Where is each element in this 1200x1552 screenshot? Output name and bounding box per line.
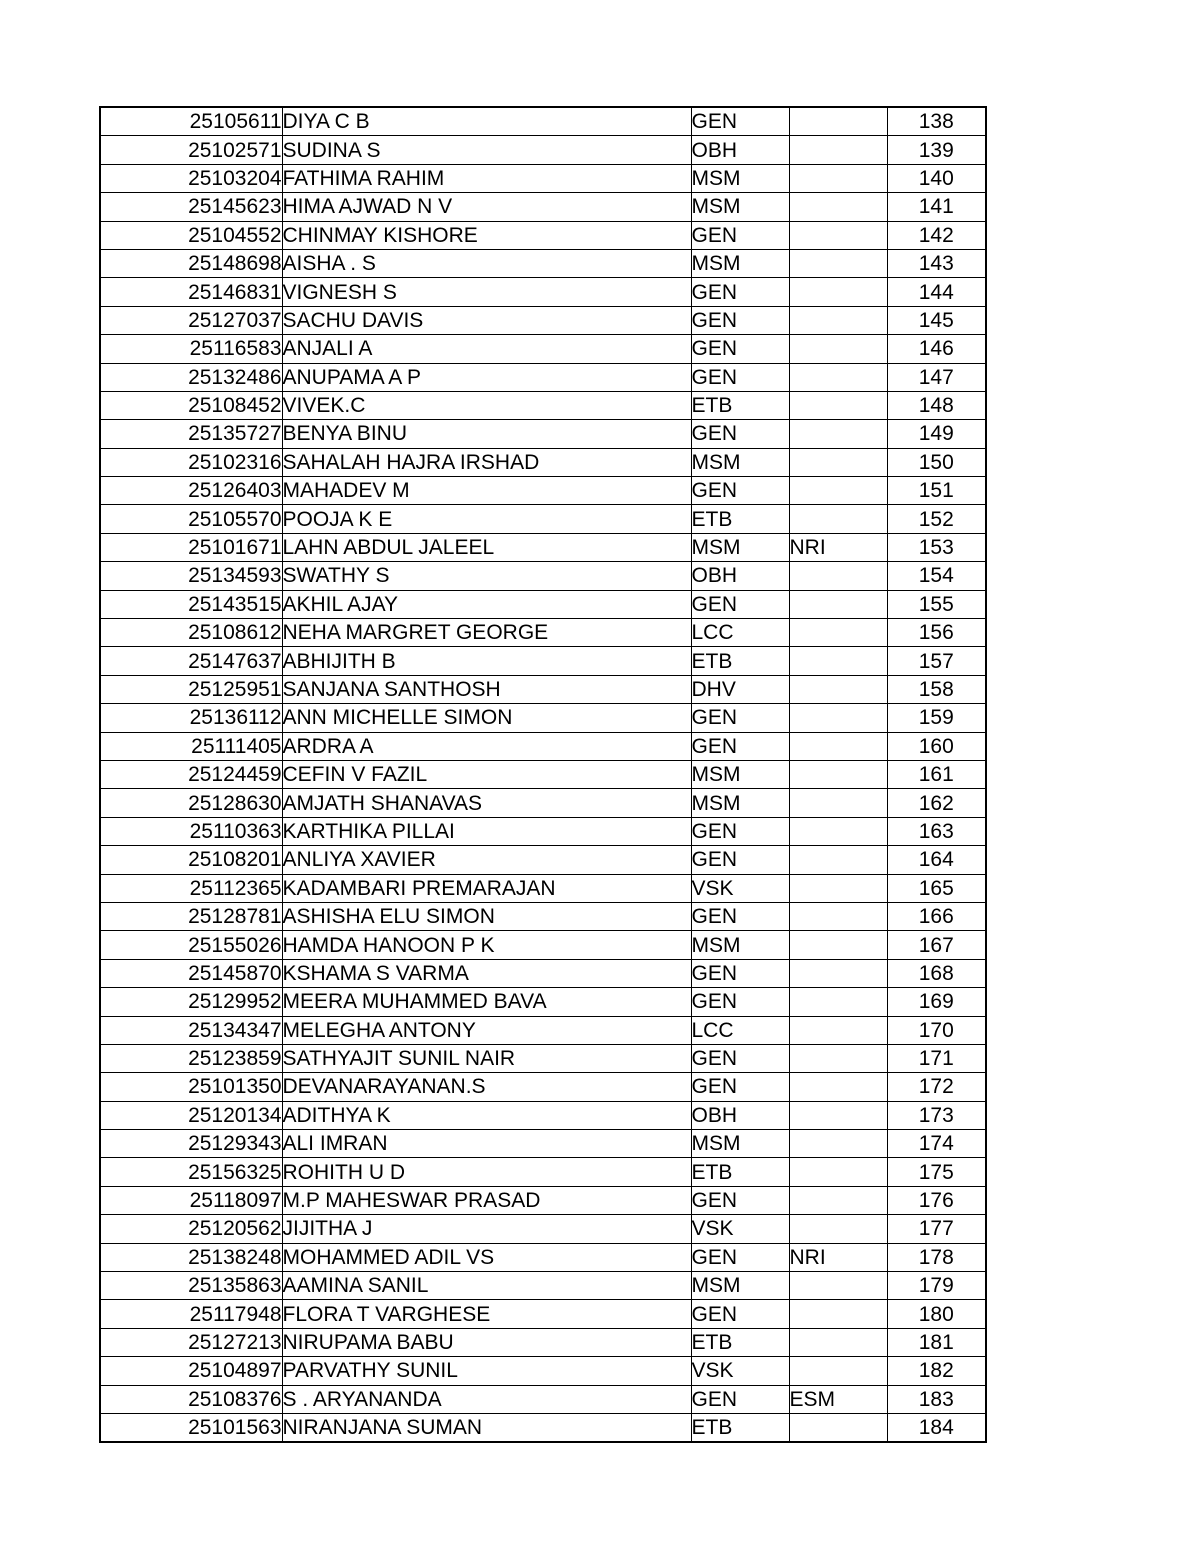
- candidate-name-cell: POOJA K E: [282, 505, 691, 533]
- rank-cell: 173: [887, 1101, 986, 1129]
- application-number-cell: 25146831: [100, 278, 282, 306]
- rank-cell: 163: [887, 817, 986, 845]
- candidate-name-cell: ANLIYA XAVIER: [282, 846, 691, 874]
- application-number-cell: 25123859: [100, 1044, 282, 1072]
- candidate-name-cell: CHINMAY KISHORE: [282, 221, 691, 249]
- rank-cell: 166: [887, 902, 986, 930]
- category-cell: LCC: [691, 1016, 789, 1044]
- category-cell: GEN: [691, 817, 789, 845]
- rank-cell: 184: [887, 1413, 986, 1442]
- rank-cell: 162: [887, 789, 986, 817]
- application-number-cell: 25108452: [100, 391, 282, 419]
- candidate-name-cell: HAMDA HANOON P K: [282, 931, 691, 959]
- category-cell: GEN: [691, 1300, 789, 1328]
- candidate-name-cell: DEVANARAYANAN.S: [282, 1073, 691, 1101]
- candidate-name-cell: ROHITH U D: [282, 1158, 691, 1186]
- category-cell: GEN: [691, 278, 789, 306]
- candidate-name-cell: ASHISHA ELU SIMON: [282, 902, 691, 930]
- table-row: [100, 732, 986, 760]
- table-row: [100, 1243, 986, 1271]
- quota-cell: [789, 278, 887, 306]
- table-row: [100, 306, 986, 334]
- candidate-name-cell: ANUPAMA A P: [282, 363, 691, 391]
- rank-cell: 144: [887, 278, 986, 306]
- rank-cell: 160: [887, 732, 986, 760]
- application-number-cell: 25108376: [100, 1385, 282, 1413]
- table-row: [100, 846, 986, 874]
- quota-cell: [789, 1272, 887, 1300]
- rank-cell: 142: [887, 221, 986, 249]
- category-cell: GEN: [691, 1385, 789, 1413]
- application-number-cell: 25127037: [100, 306, 282, 334]
- quota-cell: [789, 675, 887, 703]
- table-row: [100, 1073, 986, 1101]
- application-number-cell: 25116583: [100, 335, 282, 363]
- application-number-cell: 25101671: [100, 533, 282, 561]
- rank-cell: 180: [887, 1300, 986, 1328]
- rank-cell: 165: [887, 874, 986, 902]
- application-number-cell: 25124459: [100, 760, 282, 788]
- rank-cell: 154: [887, 562, 986, 590]
- application-number-cell: 25128781: [100, 902, 282, 930]
- table-row: [100, 1186, 986, 1214]
- quota-cell: [789, 988, 887, 1016]
- rank-cell: 169: [887, 988, 986, 1016]
- table-row: [100, 1357, 986, 1385]
- application-number-cell: 25135727: [100, 420, 282, 448]
- candidate-name-cell: S . ARYANANDA: [282, 1385, 691, 1413]
- category-cell: ETB: [691, 391, 789, 419]
- rank-cell: 157: [887, 647, 986, 675]
- table-row: [100, 505, 986, 533]
- category-cell: GEN: [691, 477, 789, 505]
- table-row: [100, 647, 986, 675]
- candidate-name-cell: ADITHYA K: [282, 1101, 691, 1129]
- candidate-name-cell: NIRUPAMA BABU: [282, 1328, 691, 1356]
- rank-cell: 175: [887, 1158, 986, 1186]
- category-cell: DHV: [691, 675, 789, 703]
- candidate-name-cell: BENYA BINU: [282, 420, 691, 448]
- quota-cell: [789, 249, 887, 277]
- rank-cell: 152: [887, 505, 986, 533]
- category-cell: MSM: [691, 760, 789, 788]
- table-row: [100, 675, 986, 703]
- candidate-name-cell: DIYA C B: [282, 107, 691, 136]
- candidate-name-cell: FLORA T VARGHESE: [282, 1300, 691, 1328]
- candidate-name-cell: CEFIN V FAZIL: [282, 760, 691, 788]
- table-row: [100, 391, 986, 419]
- category-cell: GEN: [691, 704, 789, 732]
- rank-cell: 139: [887, 136, 986, 164]
- rank-cell: 151: [887, 477, 986, 505]
- table-row: [100, 1130, 986, 1158]
- rank-cell: 178: [887, 1243, 986, 1271]
- category-cell: GEN: [691, 590, 789, 618]
- application-number-cell: 25135863: [100, 1272, 282, 1300]
- candidate-name-cell: JIJITHA J: [282, 1215, 691, 1243]
- quota-cell: [789, 363, 887, 391]
- candidate-name-cell: VIGNESH S: [282, 278, 691, 306]
- category-cell: GEN: [691, 221, 789, 249]
- category-cell: MSM: [691, 249, 789, 277]
- rank-cell: 146: [887, 335, 986, 363]
- candidate-name-cell: VIVEK.C: [282, 391, 691, 419]
- quota-cell: [789, 107, 887, 136]
- table-row: [100, 817, 986, 845]
- category-cell: GEN: [691, 1243, 789, 1271]
- application-number-cell: 25111405: [100, 732, 282, 760]
- quota-cell: [789, 846, 887, 874]
- application-number-cell: 25128630: [100, 789, 282, 817]
- rank-cell: 153: [887, 533, 986, 561]
- quota-cell: [789, 1413, 887, 1442]
- quota-cell: [789, 306, 887, 334]
- table-row: [100, 249, 986, 277]
- quota-cell: [789, 732, 887, 760]
- application-number-cell: 25105570: [100, 505, 282, 533]
- category-cell: MSM: [691, 533, 789, 561]
- rank-list-body: [100, 107, 986, 1442]
- candidate-name-cell: KADAMBARI PREMARAJAN: [282, 874, 691, 902]
- category-cell: ETB: [691, 1413, 789, 1442]
- application-number-cell: 25148698: [100, 249, 282, 277]
- candidate-name-cell: MEERA MUHAMMED BAVA: [282, 988, 691, 1016]
- table-row: [100, 1016, 986, 1044]
- candidate-name-cell: AISHA . S: [282, 249, 691, 277]
- quota-cell: [789, 704, 887, 732]
- application-number-cell: 25104552: [100, 221, 282, 249]
- category-cell: GEN: [691, 420, 789, 448]
- rank-cell: 172: [887, 1073, 986, 1101]
- application-number-cell: 25112365: [100, 874, 282, 902]
- rank-cell: 149: [887, 420, 986, 448]
- quota-cell: [789, 1130, 887, 1158]
- quota-cell: [789, 505, 887, 533]
- candidate-name-cell: MAHADEV M: [282, 477, 691, 505]
- candidate-name-cell: KARTHIKA PILLAI: [282, 817, 691, 845]
- quota-cell: [789, 477, 887, 505]
- category-cell: GEN: [691, 1073, 789, 1101]
- quota-cell: [789, 647, 887, 675]
- candidate-name-cell: SANJANA SANTHOSH: [282, 675, 691, 703]
- rank-cell: 179: [887, 1272, 986, 1300]
- category-cell: ETB: [691, 1328, 789, 1356]
- category-cell: GEN: [691, 902, 789, 930]
- application-number-cell: 25127213: [100, 1328, 282, 1356]
- rank-cell: 159: [887, 704, 986, 732]
- rank-cell: 174: [887, 1130, 986, 1158]
- quota-cell: [789, 874, 887, 902]
- quota-cell: [789, 164, 887, 192]
- application-number-cell: 25129952: [100, 988, 282, 1016]
- quota-cell: [789, 902, 887, 930]
- candidate-name-cell: M.P MAHESWAR PRASAD: [282, 1186, 691, 1214]
- table-row: [100, 1044, 986, 1072]
- candidate-name-cell: SAHALAH HAJRA IRSHAD: [282, 448, 691, 476]
- candidate-name-cell: AAMINA SANIL: [282, 1272, 691, 1300]
- application-number-cell: 25105611: [100, 107, 282, 136]
- category-cell: GEN: [691, 1186, 789, 1214]
- table-row: [100, 1158, 986, 1186]
- table-row: [100, 959, 986, 987]
- candidate-name-cell: ARDRA A: [282, 732, 691, 760]
- candidate-name-cell: ABHIJITH B: [282, 647, 691, 675]
- quota-cell: NRI: [789, 533, 887, 561]
- table-row: [100, 136, 986, 164]
- category-cell: LCC: [691, 619, 789, 647]
- candidate-name-cell: SACHU DAVIS: [282, 306, 691, 334]
- application-number-cell: 25129343: [100, 1130, 282, 1158]
- quota-cell: [789, 136, 887, 164]
- quota-cell: [789, 1044, 887, 1072]
- rank-cell: 181: [887, 1328, 986, 1356]
- rank-list-table: [99, 106, 987, 1443]
- application-number-cell: 25145870: [100, 959, 282, 987]
- application-number-cell: 25101350: [100, 1073, 282, 1101]
- rank-cell: 183: [887, 1385, 986, 1413]
- candidate-name-cell: AMJATH SHANAVAS: [282, 789, 691, 817]
- category-cell: GEN: [691, 335, 789, 363]
- candidate-name-cell: NIRANJANA SUMAN: [282, 1413, 691, 1442]
- quota-cell: [789, 1328, 887, 1356]
- application-number-cell: 25102316: [100, 448, 282, 476]
- rank-cell: 171: [887, 1044, 986, 1072]
- table-row: [100, 164, 986, 192]
- category-cell: GEN: [691, 732, 789, 760]
- rank-cell: 155: [887, 590, 986, 618]
- category-cell: VSK: [691, 874, 789, 902]
- rank-cell: 182: [887, 1357, 986, 1385]
- quota-cell: [789, 1158, 887, 1186]
- table-row: [100, 1101, 986, 1129]
- table-row: [100, 1215, 986, 1243]
- category-cell: GEN: [691, 988, 789, 1016]
- application-number-cell: 25108201: [100, 846, 282, 874]
- application-number-cell: 25138248: [100, 1243, 282, 1271]
- rank-cell: 143: [887, 249, 986, 277]
- quota-cell: [789, 1101, 887, 1129]
- table-row: [100, 1300, 986, 1328]
- application-number-cell: 25110363: [100, 817, 282, 845]
- category-cell: VSK: [691, 1357, 789, 1385]
- candidate-name-cell: PARVATHY SUNIL: [282, 1357, 691, 1385]
- category-cell: GEN: [691, 1044, 789, 1072]
- candidate-name-cell: SATHYAJIT SUNIL NAIR: [282, 1044, 691, 1072]
- category-cell: MSM: [691, 193, 789, 221]
- quota-cell: [789, 562, 887, 590]
- candidate-name-cell: AKHIL AJAY: [282, 590, 691, 618]
- rank-cell: 167: [887, 931, 986, 959]
- category-cell: GEN: [691, 363, 789, 391]
- quota-cell: [789, 789, 887, 817]
- rank-cell: 138: [887, 107, 986, 136]
- rank-cell: 158: [887, 675, 986, 703]
- application-number-cell: 25145623: [100, 193, 282, 221]
- application-number-cell: 25147637: [100, 647, 282, 675]
- table-row: [100, 1272, 986, 1300]
- application-number-cell: 25156325: [100, 1158, 282, 1186]
- rank-cell: 141: [887, 193, 986, 221]
- rank-cell: 164: [887, 846, 986, 874]
- rank-cell: 148: [887, 391, 986, 419]
- rank-cell: 176: [887, 1186, 986, 1214]
- category-cell: GEN: [691, 306, 789, 334]
- table-row: [100, 193, 986, 221]
- candidate-name-cell: ANN MICHELLE SIMON: [282, 704, 691, 732]
- application-number-cell: 25101563: [100, 1413, 282, 1442]
- category-cell: MSM: [691, 164, 789, 192]
- rank-cell: 140: [887, 164, 986, 192]
- table-row: [100, 221, 986, 249]
- quota-cell: [789, 448, 887, 476]
- candidate-name-cell: ANJALI A: [282, 335, 691, 363]
- table-row: [100, 562, 986, 590]
- table-row: [100, 477, 986, 505]
- application-number-cell: 25117948: [100, 1300, 282, 1328]
- application-number-cell: 25102571: [100, 136, 282, 164]
- table-row: [100, 760, 986, 788]
- category-cell: OBH: [691, 1101, 789, 1129]
- application-number-cell: 25134593: [100, 562, 282, 590]
- application-number-cell: 25126403: [100, 477, 282, 505]
- quota-cell: [789, 420, 887, 448]
- category-cell: MSM: [691, 789, 789, 817]
- quota-cell: [789, 817, 887, 845]
- candidate-name-cell: MOHAMMED ADIL VS: [282, 1243, 691, 1271]
- quota-cell: [789, 760, 887, 788]
- rank-cell: 156: [887, 619, 986, 647]
- application-number-cell: 25134347: [100, 1016, 282, 1044]
- candidate-name-cell: SUDINA S: [282, 136, 691, 164]
- application-number-cell: 25120134: [100, 1101, 282, 1129]
- table-row: [100, 704, 986, 732]
- table-row: [100, 278, 986, 306]
- application-number-cell: 25104897: [100, 1357, 282, 1385]
- quota-cell: [789, 335, 887, 363]
- rank-cell: 150: [887, 448, 986, 476]
- table-row: [100, 988, 986, 1016]
- category-cell: GEN: [691, 959, 789, 987]
- table-row: [100, 874, 986, 902]
- quota-cell: [789, 391, 887, 419]
- rank-cell: 147: [887, 363, 986, 391]
- application-number-cell: 25120562: [100, 1215, 282, 1243]
- quota-cell: [789, 193, 887, 221]
- category-cell: MSM: [691, 1272, 789, 1300]
- quota-cell: NRI: [789, 1243, 887, 1271]
- rank-cell: 170: [887, 1016, 986, 1044]
- application-number-cell: 25103204: [100, 164, 282, 192]
- table-row: [100, 1385, 986, 1413]
- category-cell: MSM: [691, 448, 789, 476]
- table-row: [100, 448, 986, 476]
- quota-cell: [789, 1300, 887, 1328]
- quota-cell: [789, 1073, 887, 1101]
- quota-cell: [789, 619, 887, 647]
- quota-cell: [789, 1357, 887, 1385]
- candidate-name-cell: HIMA AJWAD N V: [282, 193, 691, 221]
- table-row: [100, 420, 986, 448]
- category-cell: OBH: [691, 562, 789, 590]
- category-cell: ETB: [691, 505, 789, 533]
- table-row: [100, 335, 986, 363]
- rank-cell: 161: [887, 760, 986, 788]
- rank-cell: 145: [887, 306, 986, 334]
- application-number-cell: 25143515: [100, 590, 282, 618]
- candidate-name-cell: NEHA MARGRET GEORGE: [282, 619, 691, 647]
- table-row: [100, 1328, 986, 1356]
- rank-cell: 168: [887, 959, 986, 987]
- application-number-cell: 25136112: [100, 704, 282, 732]
- category-cell: ETB: [691, 647, 789, 675]
- quota-cell: [789, 590, 887, 618]
- quota-cell: [789, 931, 887, 959]
- category-cell: MSM: [691, 931, 789, 959]
- application-number-cell: 25155026: [100, 931, 282, 959]
- table-row: [100, 931, 986, 959]
- candidate-name-cell: SWATHY S: [282, 562, 691, 590]
- application-number-cell: 25132486: [100, 363, 282, 391]
- candidate-name-cell: ALI IMRAN: [282, 1130, 691, 1158]
- category-cell: GEN: [691, 846, 789, 874]
- candidate-name-cell: MELEGHA ANTONY: [282, 1016, 691, 1044]
- table-row: [100, 533, 986, 561]
- category-cell: GEN: [691, 107, 789, 136]
- candidate-name-cell: KSHAMA S VARMA: [282, 959, 691, 987]
- table-row: [100, 619, 986, 647]
- quota-cell: [789, 1215, 887, 1243]
- category-cell: MSM: [691, 1130, 789, 1158]
- table-row: [100, 107, 986, 136]
- quota-cell: [789, 221, 887, 249]
- table-row: [100, 1413, 986, 1442]
- candidate-name-cell: FATHIMA RAHIM: [282, 164, 691, 192]
- table-row: [100, 363, 986, 391]
- category-cell: VSK: [691, 1215, 789, 1243]
- table-row: [100, 789, 986, 817]
- quota-cell: [789, 959, 887, 987]
- category-cell: ETB: [691, 1158, 789, 1186]
- rank-cell: 177: [887, 1215, 986, 1243]
- quota-cell: [789, 1016, 887, 1044]
- table-row: [100, 590, 986, 618]
- quota-cell: [789, 1186, 887, 1214]
- category-cell: OBH: [691, 136, 789, 164]
- application-number-cell: 25108612: [100, 619, 282, 647]
- candidate-name-cell: LAHN ABDUL JALEEL: [282, 533, 691, 561]
- quota-cell: ESM: [789, 1385, 887, 1413]
- application-number-cell: 25118097: [100, 1186, 282, 1214]
- table-row: [100, 902, 986, 930]
- application-number-cell: 25125951: [100, 675, 282, 703]
